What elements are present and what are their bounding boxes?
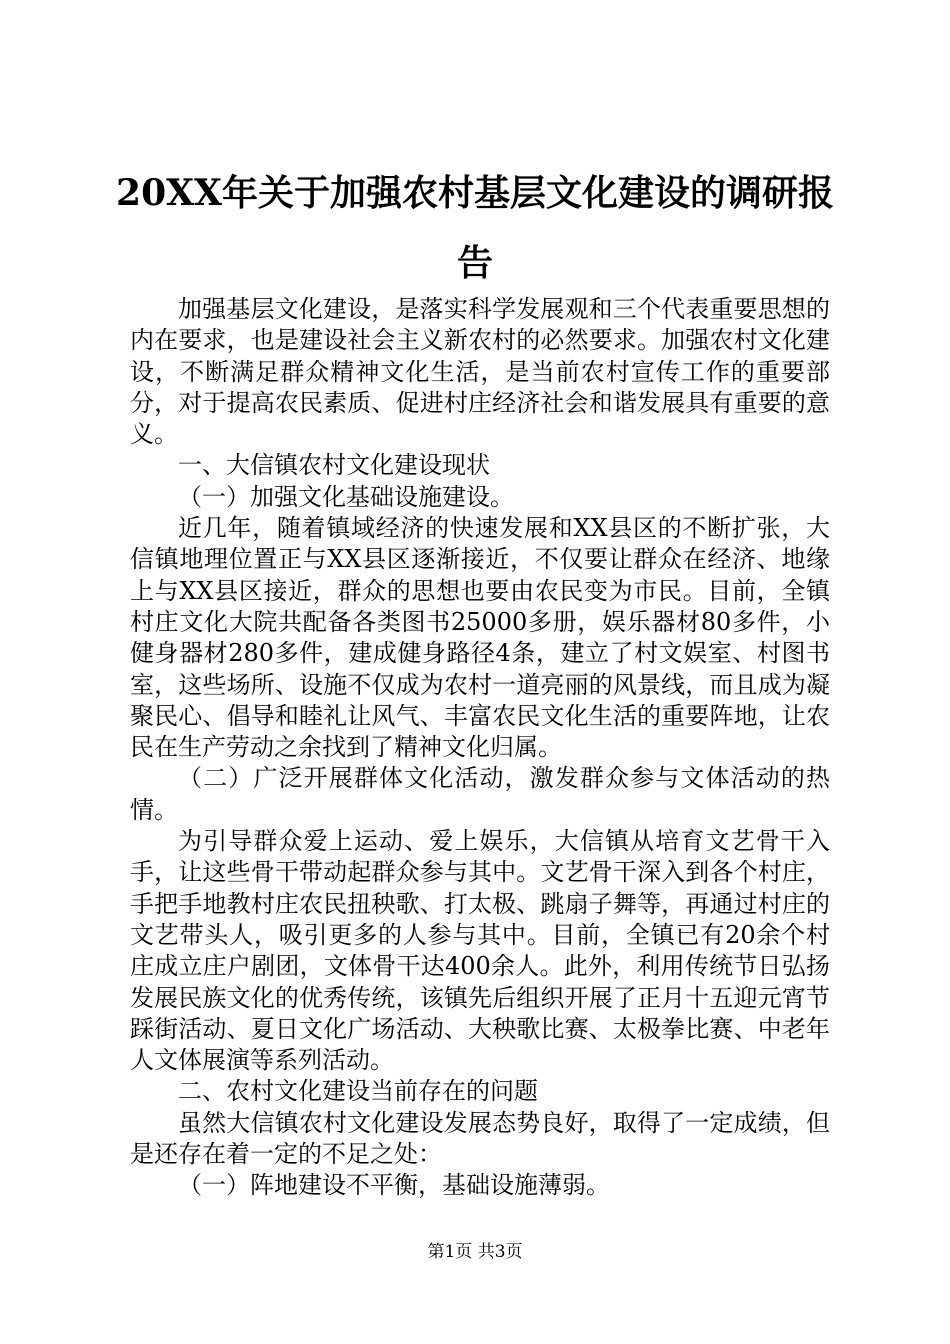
subsection-heading-1-1: （一）加强文化基础设施建设。 xyxy=(178,482,514,511)
paragraph-facilities: 近几年，随着镇域经济的快速发展和XX县区的不断扩张，大信镇地理位置正与XX县区逐渐接近，不仅要让群众在经济、地缘上与XX县区接近，群众的思想也要由农民变为市民。目前，全镇村庄文化大院共配备各类图书25000多册，娱乐器材80多件，小健身器材280多件，建成健身路径4条，建立了村文娱室、村图书室，这些场所、设施不仅成为农村一道亮丽的风景线，而且成为凝聚民心、倡导和睦礼让风气、丰富农民文化生活的重要阵地，让农民在生产劳动之余找到了精神文化归属。 xyxy=(130,514,830,762)
paragraph-problems-intro: 虽然大信镇农村文化建设发展态势良好，取得了一定成绩，但是还存在着一定的不足之处： xyxy=(130,1108,830,1169)
paragraph-activities: 为引导群众爱上运动、爱上娱乐，大信镇从培育文艺骨干入手，让这些骨干带动起群众参与其中。文艺骨干深入到各个村庄，手把手地教村庄农民扭秧歌、打太极、跳扇子舞等，再通过村庄的文艺带头人，吸引更多的人参与其中。目前，全镇已有20余个村庄成立庄户剧团，文体骨干达400余人。此外，利用传统节日弘扬发展民族文化的优秀传统，该镇先后组织开展了正月十五迎元宵节踩街活动、夏日文化广场活动、大秧歌比赛、太极拳比赛、中老年人文体展演等系列活动。 xyxy=(130,827,830,1075)
section-heading-1: 一、大信镇农村文化建设现状 xyxy=(178,451,490,480)
paragraph-intro: 加强基层文化建设，是落实科学发展观和三个代表重要思想的内在要求，也是建设社会主义新农村的必然要求。加强农村文化建设，不断满足群众精神文化生活，是当前农村宣传工作的重要部分，对于提高农民素质、促进村庄经济社会和谐发展具有重要的意义。 xyxy=(130,295,830,449)
document-body xyxy=(130,294,830,1202)
document-title: 20XX年关于加强农村基层文化建设的调研报告 xyxy=(116,172,834,284)
subsection-heading-1-2: （二）广泛开展群体文化活动，激发群众参与文体活动的热情。 xyxy=(130,764,830,824)
page-number-footer: 第1页 共3页 xyxy=(427,1242,523,1262)
subsection-heading-2-1: （一）阵地建设不平衡，基础设施薄弱。 xyxy=(178,1171,610,1200)
section-heading-2: 二、农村文化建设当前存在的问题 xyxy=(178,1077,538,1106)
